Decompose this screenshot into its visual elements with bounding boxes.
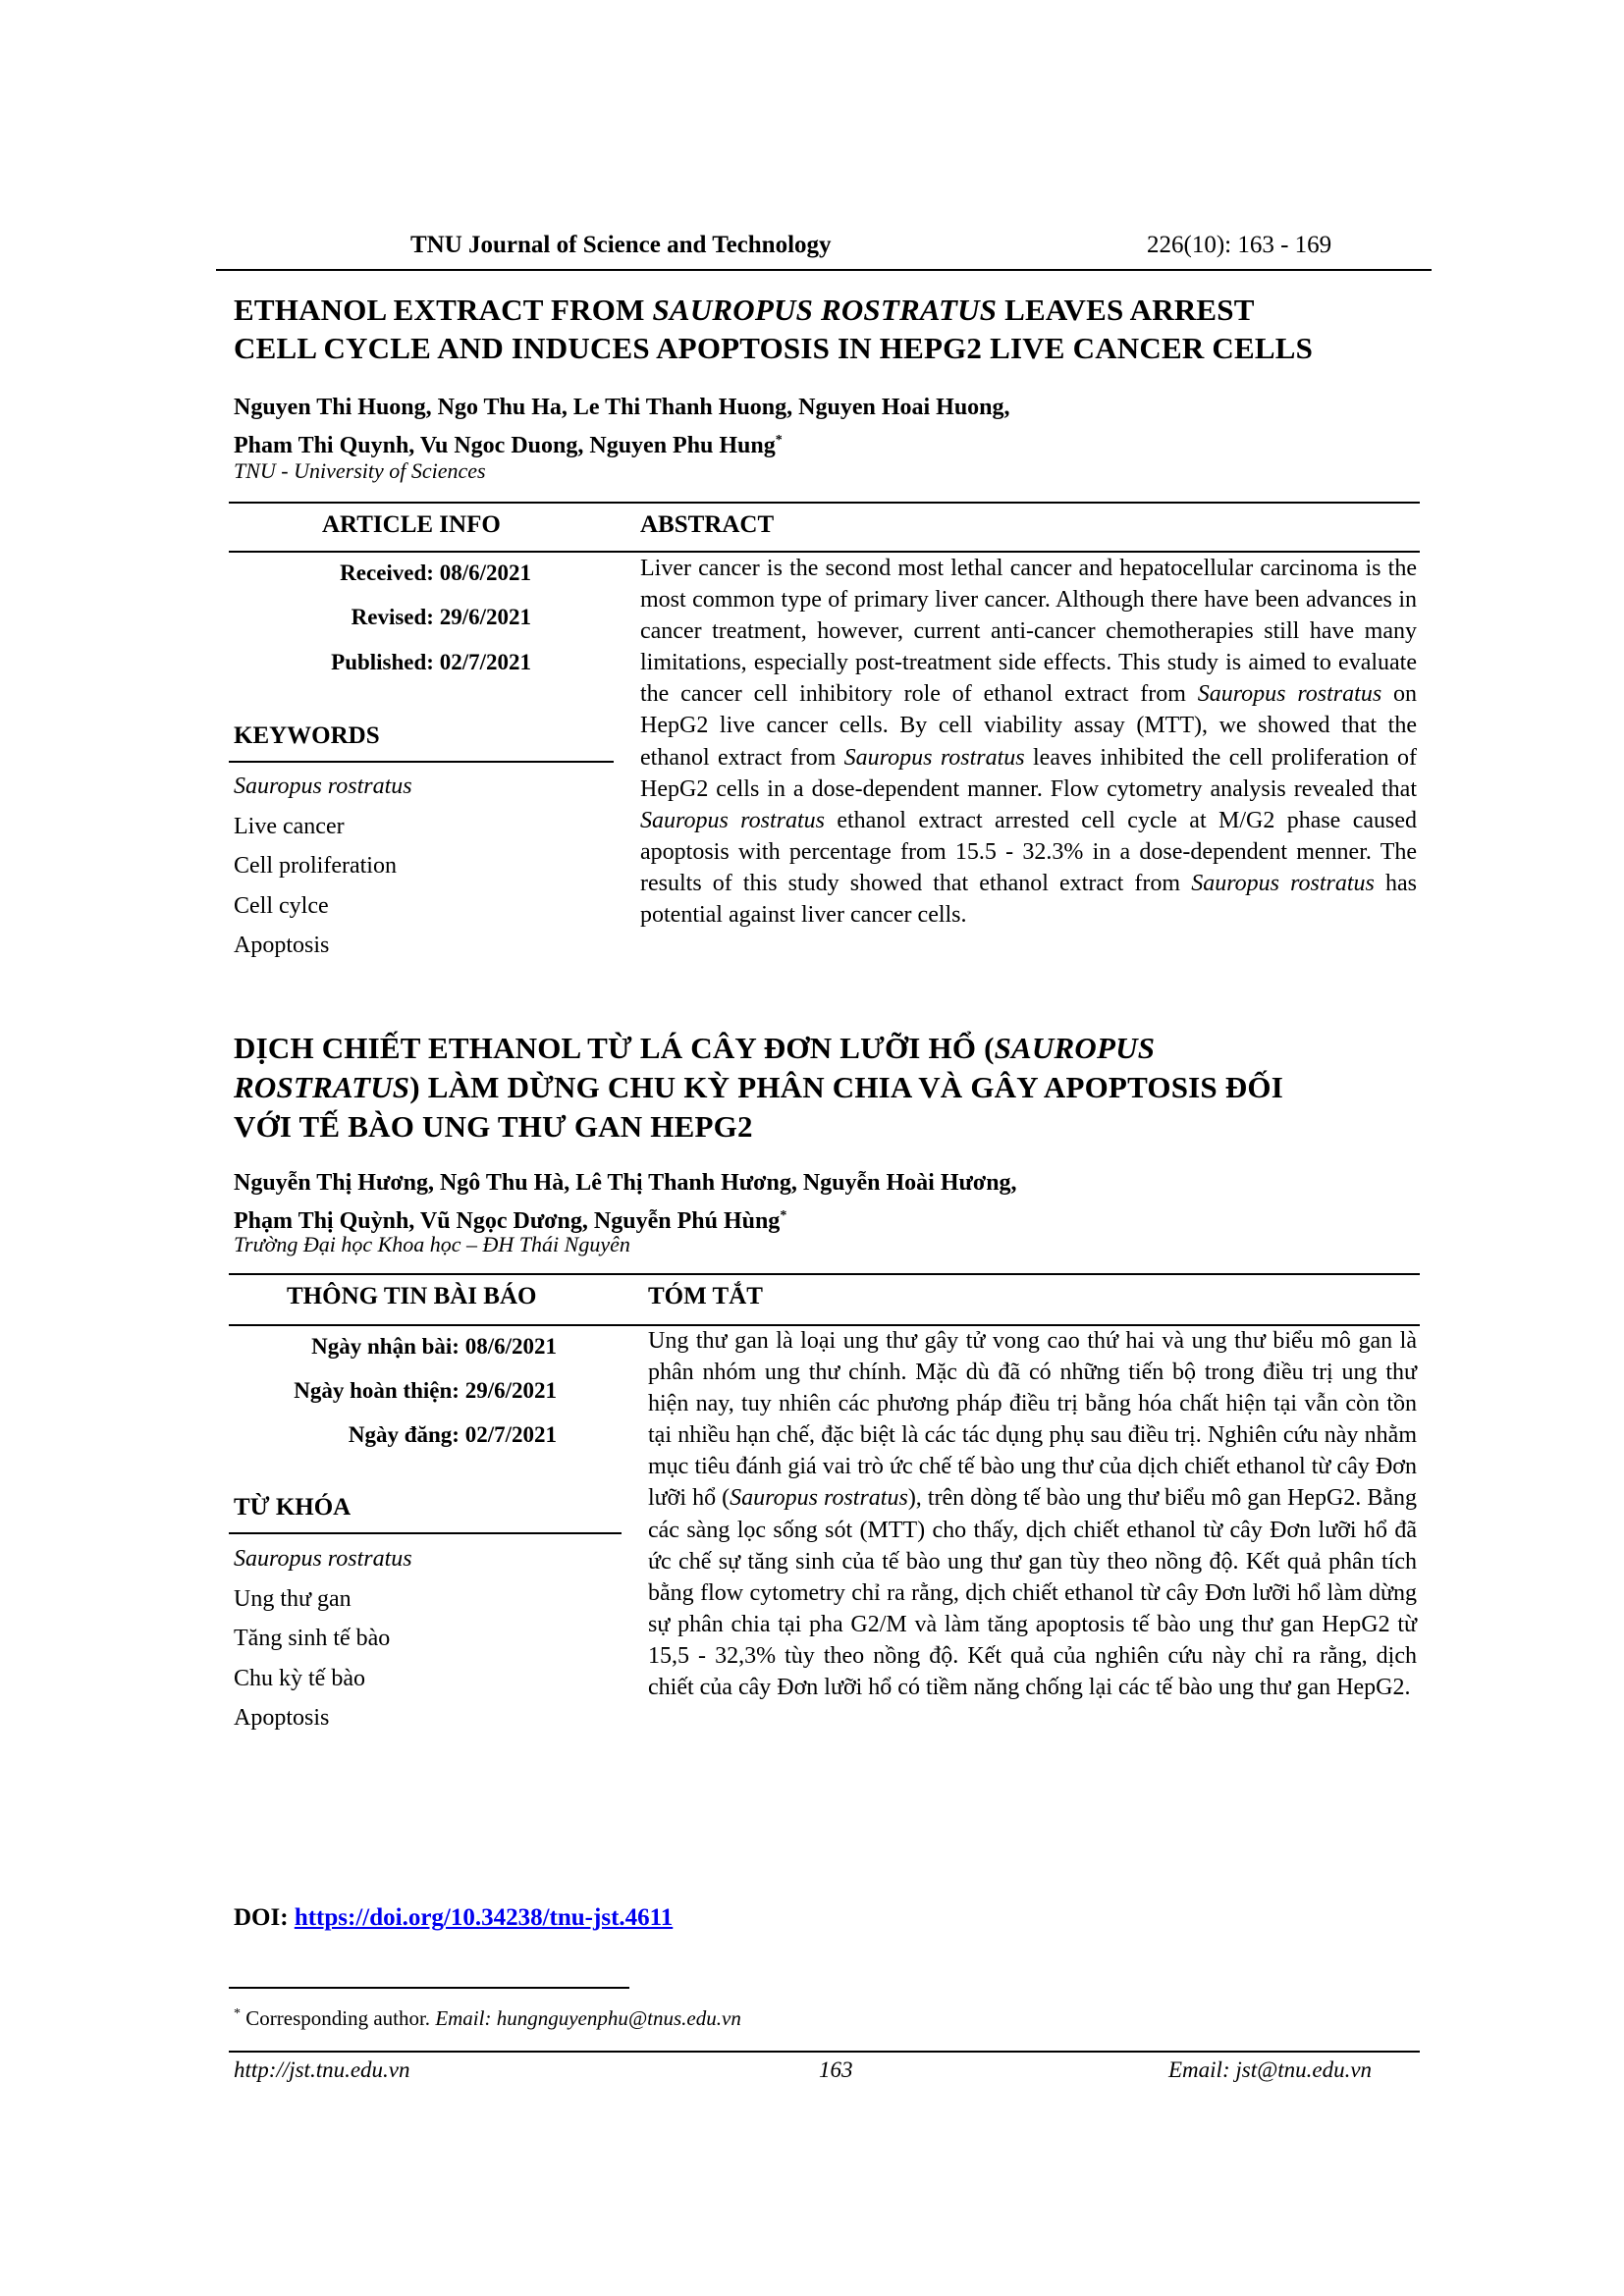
keywords-en bbox=[234, 767, 412, 966]
keyword: Apoptosis bbox=[234, 933, 330, 959]
received-date: Ngày nhận bài: 08/6/2021 bbox=[311, 1334, 557, 1359]
table-top-rule bbox=[229, 1273, 1420, 1275]
title-text: ) LÀM DỪNG CHU KỲ PHÂN CHIA VÀ GÂY APOPTOSIS ĐỐI bbox=[409, 1070, 1283, 1104]
corresponding-mark: * bbox=[780, 1208, 787, 1223]
authors-en bbox=[234, 391, 1010, 462]
keywords-heading: TỪ KHÓA bbox=[234, 1494, 352, 1521]
footer-url[interactable]: http://jst.tnu.edu.vn bbox=[234, 2057, 410, 2082]
abstract-species: Sauropus rostratus bbox=[843, 744, 1025, 771]
keyword: Cell proliferation bbox=[234, 853, 397, 880]
title-species: ROSTRATUS bbox=[234, 1070, 410, 1104]
keywords-rule bbox=[229, 761, 614, 763]
abstract-text: leaves inhibited the cell proliferation of HepG2 cells in a dose-dependent manner. Flow cytometry analysis revealed that bbox=[640, 744, 1418, 802]
title-en bbox=[234, 291, 1313, 367]
issue-pages: 226(10): 163 - 169 bbox=[1147, 232, 1332, 258]
keywords-heading: KEYWORDS bbox=[234, 722, 380, 749]
received-date: Received: 08/6/2021 bbox=[340, 561, 531, 585]
title-species: SAUROPUS ROSTRATUS bbox=[652, 293, 998, 327]
keyword: Live cancer bbox=[234, 813, 345, 839]
published-date: Published: 02/7/2021 bbox=[331, 650, 531, 674]
keyword: Sauropus rostratus bbox=[234, 1546, 412, 1572]
abstract-heading: ABSTRACT bbox=[640, 511, 775, 538]
abstract-en bbox=[640, 553, 1417, 931]
keyword: Ung thư gan bbox=[234, 1585, 352, 1612]
abstract-vi bbox=[648, 1325, 1417, 1703]
article-info-heading: THÔNG TIN BÀI BÁO bbox=[287, 1283, 537, 1309]
abstract-heading: TÓM TẮT bbox=[648, 1283, 763, 1309]
authors-line: Nguyễn Thị Hương, Ngô Thu Hà, Lê Thị Thanh Hương, Nguyễn Hoài Hương, bbox=[234, 1170, 1017, 1196]
article-info-heading: ARTICLE INFO bbox=[322, 511, 501, 538]
keyword: Cell cylce bbox=[234, 892, 329, 919]
title-text: CELL CYCLE AND INDUCES APOPTOSIS IN HEPG2 LIVE CANCER CELLS bbox=[234, 331, 1314, 365]
footnote-email: Email: hungnguyenphu@tnus.edu.vn bbox=[435, 2006, 741, 2030]
revised-date: Ngày hoàn thiện: 29/6/2021 bbox=[294, 1378, 557, 1403]
footer-rule bbox=[229, 2051, 1420, 2053]
keyword: Sauropus rostratus bbox=[234, 774, 412, 799]
abstract-text: Ung thư gan là loại ung thư gây tử vong cao thứ hai và ung thư biểu mô gan là phân nhóm ung thư chính. Mặc dù đã có những tiến bộ trong điều trị ung thư hiện nay, tuy nhiên các phương pháp điều trị bằng hóa chất hiện tại vẫn còn tồn tại nhiều hạn chế, đặc biệt là các tác dụng phụ sau điều trị. Nghiên cứu này nhằm mục tiêu đánh giá vai trò ức chế tế bào ung thư của dịch chiết ethanol từ cây Đơn lưỡi hổ ( bbox=[648, 1328, 1417, 1512]
doi-label: DOI: bbox=[234, 1904, 295, 1931]
abstract-species: Sauropus rostratus bbox=[730, 1485, 908, 1512]
published-date: Ngày đăng: 02/7/2021 bbox=[348, 1422, 557, 1447]
abstract-species: Sauropus rostratus bbox=[1197, 681, 1382, 708]
journal-name: TNU Journal of Science and Technology bbox=[410, 232, 832, 258]
footnote bbox=[234, 2006, 741, 2031]
page-number: 163 bbox=[819, 2057, 853, 2082]
abstract-text: Liver cancer is the second most lethal cancer and hepatocellular carcinoma is the most common type of primary liver cancer. Although there have been advances in cancer treatment, however, current anti-cancer chemotherapies still have many limitations, especially post-treatment side effects. This study is aimed to evaluate the cancer cell inhibitory role of ethanol extract from bbox=[640, 556, 1417, 708]
title-species: SAUROPUS bbox=[994, 1031, 1156, 1065]
title-vi bbox=[234, 1029, 1283, 1147]
footnote-rule bbox=[229, 1987, 629, 1989]
authors-line: Phạm Thị Quỳnh, Vũ Ngọc Dương, Nguyễn Phú Hùng bbox=[234, 1208, 781, 1234]
title-text: VỚI TẾ BÀO UNG THƯ GAN HEPG2 bbox=[234, 1109, 753, 1144]
revised-date: Revised: 29/6/2021 bbox=[351, 605, 531, 629]
keyword: Tăng sinh tế bào bbox=[234, 1626, 391, 1652]
title-text: LEAVES ARREST bbox=[997, 293, 1255, 327]
keyword: Apoptosis bbox=[234, 1705, 330, 1732]
affiliation-en: TNU - University of Sciences bbox=[234, 458, 486, 483]
abstract-text: has potential against liver cancer cells. bbox=[640, 870, 1417, 929]
authors-line: Nguyen Thi Huong, Ngo Thu Ha, Le Thi Thanh Huong, Nguyen Hoai Huong, bbox=[234, 395, 1010, 420]
footnote-mark: * bbox=[234, 2006, 241, 2021]
title-text: DỊCH CHIẾT ETHANOL TỪ LÁ CÂY ĐƠN LƯỠI HỔ ( bbox=[234, 1031, 995, 1065]
doi-link[interactable]: https://doi.org/10.34238/tnu-jst.4611 bbox=[294, 1904, 674, 1931]
affiliation-vi: Trường Đại học Khoa học – ĐH Thái Nguyên bbox=[234, 1232, 630, 1256]
title-text: ETHANOL EXTRACT FROM bbox=[234, 293, 653, 327]
authors-line: Pham Thi Quynh, Vu Ngoc Duong, Nguyen Phu Hung bbox=[234, 433, 776, 458]
abstract-text: ethanol extract arrested cell cycle at M/G2 phase caused apoptosis with percentage from 15.5 - 32.3% in a dose-dependent menner. The results of this study showed that ethanol extract from bbox=[640, 807, 1418, 896]
abstract-text: ), trên dòng tế bào ung thư biểu mô gan HepG2. Bằng các sàng lọc sống sót (MTT) cho thấy, dịch chiết ethanol từ cây Đơn lưỡi hổ đã ức chế sự tăng sinh của tế bào ung thư gan tùy theo nồng độ. Kết quả phân tích bằng flow cytometry chỉ ra rằng, dịch chiết ethanol từ cây Đơn lưỡi hổ làm dừng sự phân chia tại pha G2/M và làm tăng apoptosis tế bào ung thư gan HepG2 từ 15,5 - 32,3% tùy theo nồng độ. Kết quả của nghiên cứu này chỉ ra rằng, dịch chiết của cây Đơn lưỡi hổ có tiềm năng chống lại các tế bào ung thư gan HepG2. bbox=[648, 1485, 1418, 1701]
corresponding-mark: * bbox=[775, 433, 783, 448]
header-rule bbox=[216, 269, 1432, 271]
authors-vi bbox=[234, 1166, 1017, 1238]
keywords-vi bbox=[234, 1539, 412, 1738]
footer-email: Email: jst@tnu.edu.vn bbox=[1168, 2057, 1373, 2082]
footnote-text: Corresponding author. bbox=[241, 2006, 436, 2030]
keywords-rule bbox=[229, 1532, 622, 1534]
doi bbox=[234, 1904, 673, 1932]
abstract-species: Sauropus rostratus bbox=[1191, 870, 1375, 896]
abstract-text: on HepG2 live cancer cells. By cell viability assay (MTT), we showed that the ethanol extract from bbox=[640, 681, 1418, 771]
table-top-rule bbox=[229, 502, 1420, 504]
abstract-species: Sauropus rostratus bbox=[640, 807, 825, 833]
keyword: Chu kỳ tế bào bbox=[234, 1665, 365, 1691]
